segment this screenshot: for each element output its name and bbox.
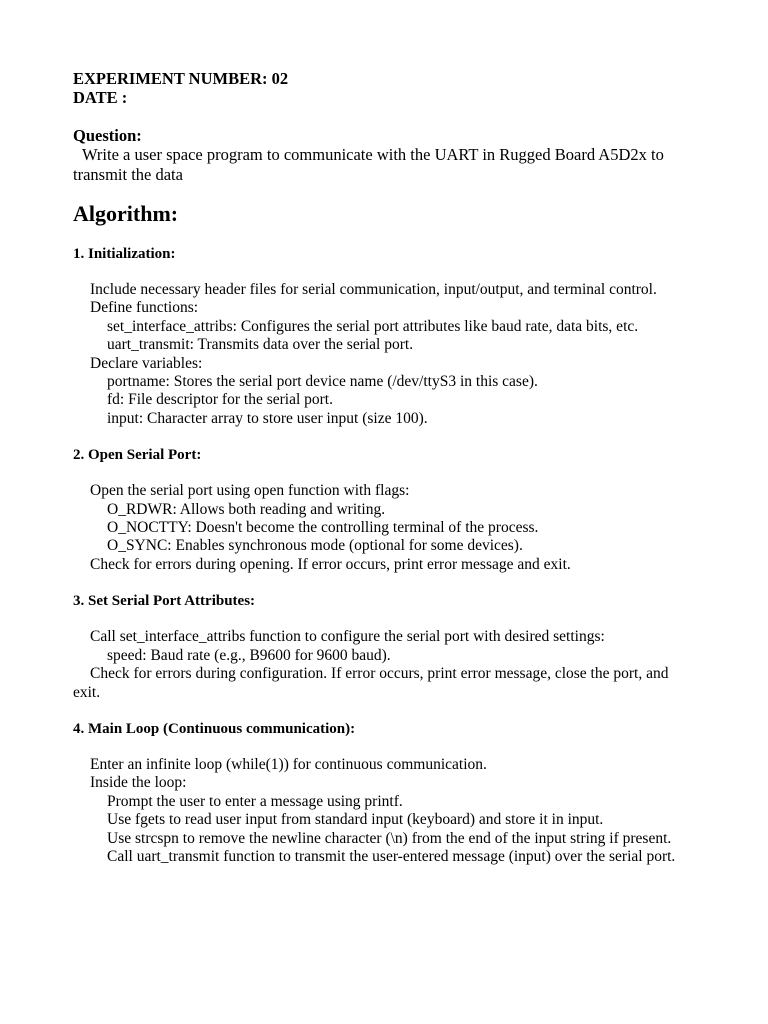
algorithm-step: Check for errors during configuration. If error occurs, print error message, close the port, and exit.: [73, 665, 669, 701]
section-heading-set-attributes: 3. Set Serial Port Attributes:: [73, 593, 256, 610]
question-text: Write a user space program to communicate with the UART in Rugged Board A5D2x to transmit the data: [73, 145, 664, 184]
algorithm-title: Algorithm:: [73, 201, 179, 226]
algorithm-step: Use fgets to read user input from standard input (keyboard) and store it in input.: [107, 811, 604, 829]
algorithm-step: speed: Baud rate (e.g., B9600 for 9600 baud).: [107, 646, 391, 664]
section-body-initialization: [73, 281, 698, 428]
algorithm-step: Use strcspn to remove the newline character (\n) from the end of the input string if present.: [107, 829, 672, 847]
section-heading-main-loop: 4. Main Loop (Continuous communication):: [73, 720, 356, 737]
section-body-open-serial-port: [73, 482, 698, 574]
algorithm-step: fd: File descriptor for the serial port.: [107, 391, 333, 409]
algorithm-step: O_RDWR: Allows both reading and writing.: [107, 500, 386, 518]
section-heading-initialization: 1. Initialization:: [73, 246, 176, 262]
algorithm-step: Enter an infinite loop (while(1)) for continuous communication.: [90, 755, 487, 773]
question-title: Question:: [73, 126, 142, 145]
section-body-main-loop: [73, 756, 698, 866]
algorithm-step: portname: Stores the serial port device name (/dev/ttyS3 in this case).: [107, 373, 538, 391]
algorithm-step: Define functions:: [90, 299, 199, 317]
algorithm-step: Check for errors during opening. If error occurs, print error message and exit.: [90, 555, 571, 573]
algorithm-step: Prompt the user to enter a message using printf.: [107, 792, 403, 810]
algorithm-step: uart_transmit: Transmits data over the serial port.: [107, 336, 414, 354]
algorithm-step: Declare variables:: [90, 354, 203, 372]
algorithm-step: Open the serial port using open function with flags:: [90, 482, 410, 500]
algorithm-step: Include necessary header files for serial communication, input/output, and terminal control.: [90, 281, 657, 298]
experiment-number: EXPERIMENT NUMBER: 02: [73, 69, 289, 88]
document-page: [73, 69, 698, 866]
algorithm-step: Call set_interface_attribs function to configure the serial port with desired settings:: [90, 628, 605, 646]
algorithm-step: O_SYNC: Enables synchronous mode (optional for some devices).: [107, 537, 523, 555]
section-heading-open-serial-port: 2. Open Serial Port:: [73, 447, 202, 464]
date-label: DATE :: [73, 88, 128, 107]
algorithm-step: Inside the loop:: [90, 774, 187, 792]
algorithm-step: input: Character array to store user input (size 100).: [107, 409, 428, 427]
algorithm-step: set_interface_attribs: Configures the serial port attributes like baud rate, data bits, etc.: [107, 317, 639, 335]
algorithm-step: O_NOCTTY: Doesn't become the controlling terminal of the process.: [107, 519, 539, 537]
algorithm-step: Call uart_transmit function to transmit the user-entered message (input) over the serial port.: [107, 847, 676, 865]
section-body-set-attributes: [73, 628, 698, 702]
